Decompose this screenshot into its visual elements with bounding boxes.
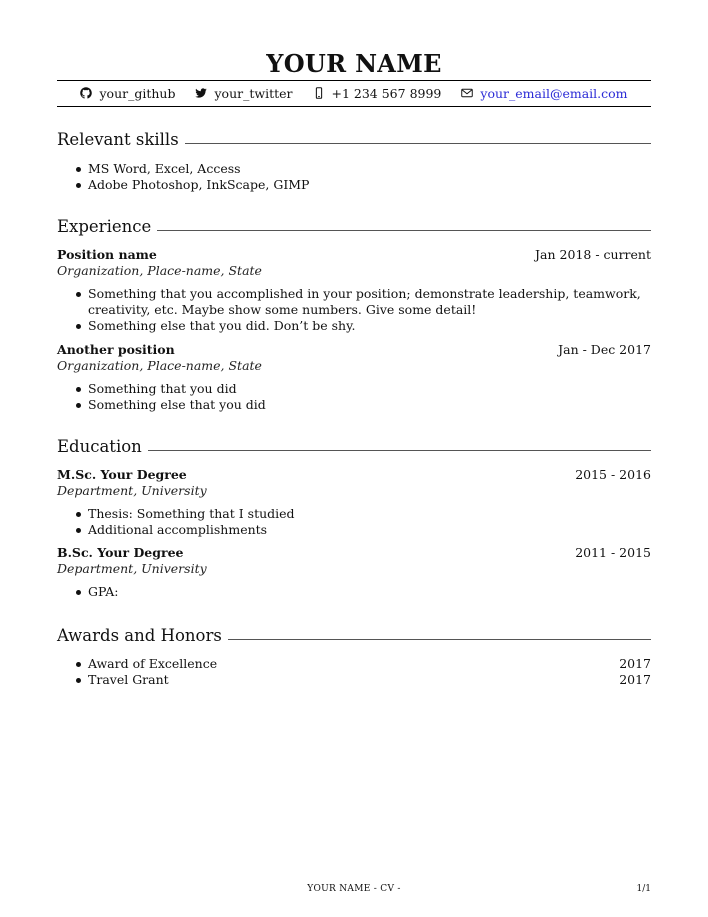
cv-page — [57, 0, 651, 917]
section-divider — [157, 230, 651, 231]
section-divider — [185, 143, 651, 144]
experience-entry — [57, 247, 651, 334]
header-rule-top — [57, 80, 651, 81]
section-divider — [228, 639, 651, 640]
education-entry — [57, 467, 651, 538]
degree-title: B.Sc. Your Degree — [57, 545, 184, 560]
award-year: 2017 — [619, 672, 651, 687]
awards-list — [57, 656, 651, 688]
experience-entry — [57, 342, 651, 413]
section-title: Experience — [57, 216, 152, 236]
cv-name: YOUR NAME — [266, 49, 442, 78]
experience-bullets — [57, 286, 651, 334]
github-text: your_github — [99, 85, 176, 101]
experience-bullets — [57, 381, 651, 413]
phone-text: +1 234 567 8999 — [331, 85, 442, 101]
contact-phone[interactable] — [313, 86, 442, 101]
twitter-text: your_twitter — [214, 85, 293, 101]
section-experience — [57, 215, 651, 413]
education-bullets — [57, 506, 651, 538]
footer-title: YOUR NAME - CV - — [307, 884, 401, 894]
position-title: Position name — [57, 247, 157, 262]
section-education — [57, 435, 651, 600]
degree-date: 2015 - 2016 — [575, 467, 651, 482]
list-item — [57, 672, 651, 688]
degree-title: M.Sc. Your Degree — [57, 467, 187, 482]
contact-github[interactable] — [80, 86, 175, 101]
award-year: 2017 — [619, 656, 651, 671]
footer-page-number: 1/1 — [636, 884, 651, 894]
twitter-icon — [195, 87, 207, 99]
list-item: Additional accomplishments — [57, 522, 651, 538]
section-divider — [148, 450, 651, 451]
award-name: Travel Grant — [88, 672, 169, 687]
contact-email[interactable] — [461, 86, 627, 101]
list-item: Something else that you did. Don’t be shy. — [57, 318, 651, 334]
list-item: MS Word, Excel, Access — [57, 161, 651, 177]
list-item: Something that you did — [57, 381, 651, 397]
contact-twitter[interactable] — [195, 86, 292, 101]
list-item: Something else that you did — [57, 397, 651, 413]
list-item: GPA: — [57, 584, 651, 600]
list-item: Thesis: Something that I studied — [57, 506, 651, 522]
department: Department, University — [57, 483, 207, 498]
section-title: Awards and Honors — [57, 625, 222, 645]
education-bullets — [57, 584, 651, 600]
github-icon — [80, 87, 92, 99]
award-name: Award of Excellence — [88, 656, 218, 671]
mail-icon — [461, 87, 473, 99]
organization: Organization, Place-name, State — [57, 358, 262, 373]
contact-bar — [57, 83, 651, 103]
list-item — [57, 656, 651, 672]
section-skills — [57, 128, 651, 193]
header-rule-bottom — [57, 106, 651, 107]
department: Department, University — [57, 561, 207, 576]
phone-icon — [313, 87, 325, 99]
education-entry — [57, 545, 651, 600]
skills-list — [57, 161, 651, 193]
section-awards — [57, 624, 651, 688]
position-date: Jan 2018 - current — [535, 247, 651, 262]
list-item: Something that you accomplished in your position; demonstrate leadership, teamwork, creativity, etc. Maybe show some numbers. Give some detail! — [57, 286, 651, 318]
section-title: Education — [57, 436, 142, 456]
organization: Organization, Place-name, State — [57, 263, 262, 278]
section-title: Relevant skills — [57, 129, 179, 149]
email-link[interactable]: your_email@email.com — [480, 85, 628, 101]
degree-date: 2011 - 2015 — [575, 545, 651, 560]
list-item: Adobe Photoshop, InkScape, GIMP — [57, 177, 651, 193]
position-title: Another position — [57, 342, 175, 357]
position-date: Jan - Dec 2017 — [558, 342, 651, 357]
